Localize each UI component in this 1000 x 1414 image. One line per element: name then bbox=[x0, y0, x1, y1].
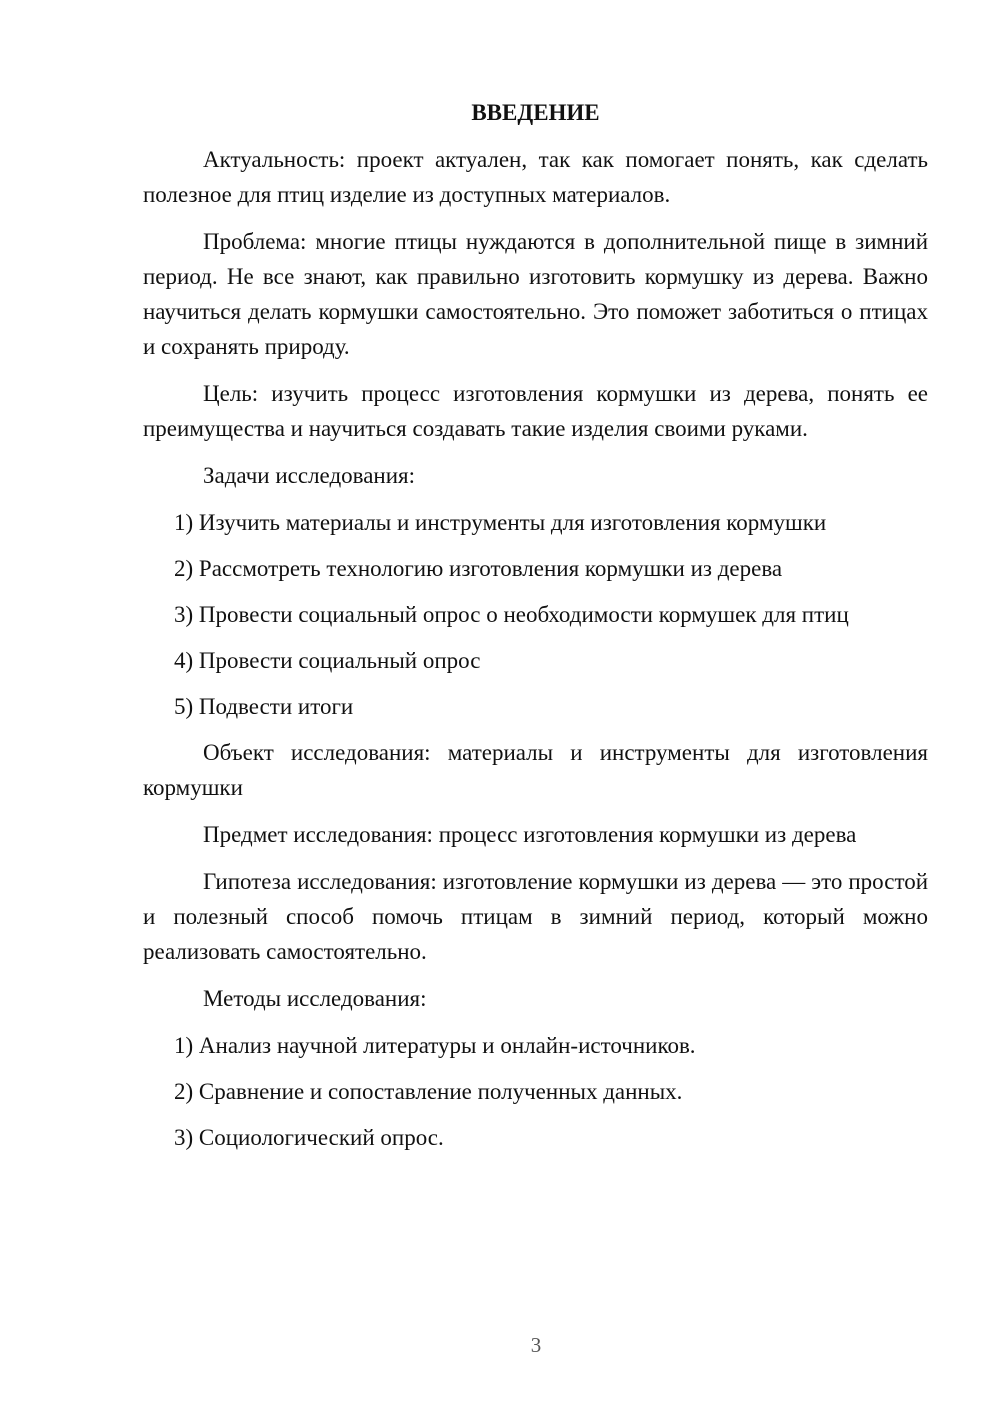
list-item: 2) Рассмотреть технологию изготовления кормушки из дерева bbox=[174, 556, 783, 581]
list-item: 3) Социологический опрос. bbox=[174, 1125, 444, 1150]
list-item: 4) Провести социальный опрос bbox=[174, 648, 481, 673]
list-item: 3) Провести социальный опрос о необходимости кормушек для птиц bbox=[174, 602, 849, 627]
tasks-list bbox=[143, 505, 928, 724]
problem-paragraph: Проблема: многие птицы нуждаются в дополнительной пище в зимний период. Не все знают, как правильно изготовить кормушку из дерева. Важно научиться делать кормушки самостоятельно. Это поможет заботиться о птицах и сохранять природу. bbox=[143, 229, 928, 359]
methods-list bbox=[143, 1028, 928, 1155]
list-item: 1) Изучить материалы и инструменты для изготовления кормушки bbox=[174, 510, 827, 535]
object-paragraph: Объект исследования: материалы и инструменты для изготовления кормушки bbox=[143, 740, 928, 800]
goal-paragraph: Цель: изучить процесс изготовления кормушки из дерева, понять ее преимущества и научиться создавать такие изделия своими руками. bbox=[143, 381, 928, 441]
list-item: 1) Анализ научной литературы и онлайн-источников. bbox=[174, 1033, 696, 1058]
subject-paragraph: Предмет исследования: процесс изготовления кормушки из дерева bbox=[203, 822, 857, 847]
list-item: 5) Подвести итоги bbox=[174, 694, 354, 719]
relevance-paragraph: Актуальность: проект актуален, так как помогает понять, как сделать полезное для птиц изделие из доступных материалов. bbox=[143, 147, 928, 207]
section-heading: ВВЕДЕНИЕ bbox=[471, 100, 600, 125]
page-number: 3 bbox=[530, 1333, 542, 1357]
document-body bbox=[143, 95, 928, 1166]
list-item: 2) Сравнение и сопоставление полученных данных. bbox=[174, 1079, 683, 1104]
methods-title: Методы исследования: bbox=[203, 986, 427, 1011]
hypothesis-paragraph: Гипотеза исследования: изготовление кормушки из дерева — это простой и полезный способ помочь птицам в зимний период, который можно реализовать самостоятельно. bbox=[143, 869, 928, 964]
tasks-title: Задачи исследования: bbox=[203, 463, 416, 488]
